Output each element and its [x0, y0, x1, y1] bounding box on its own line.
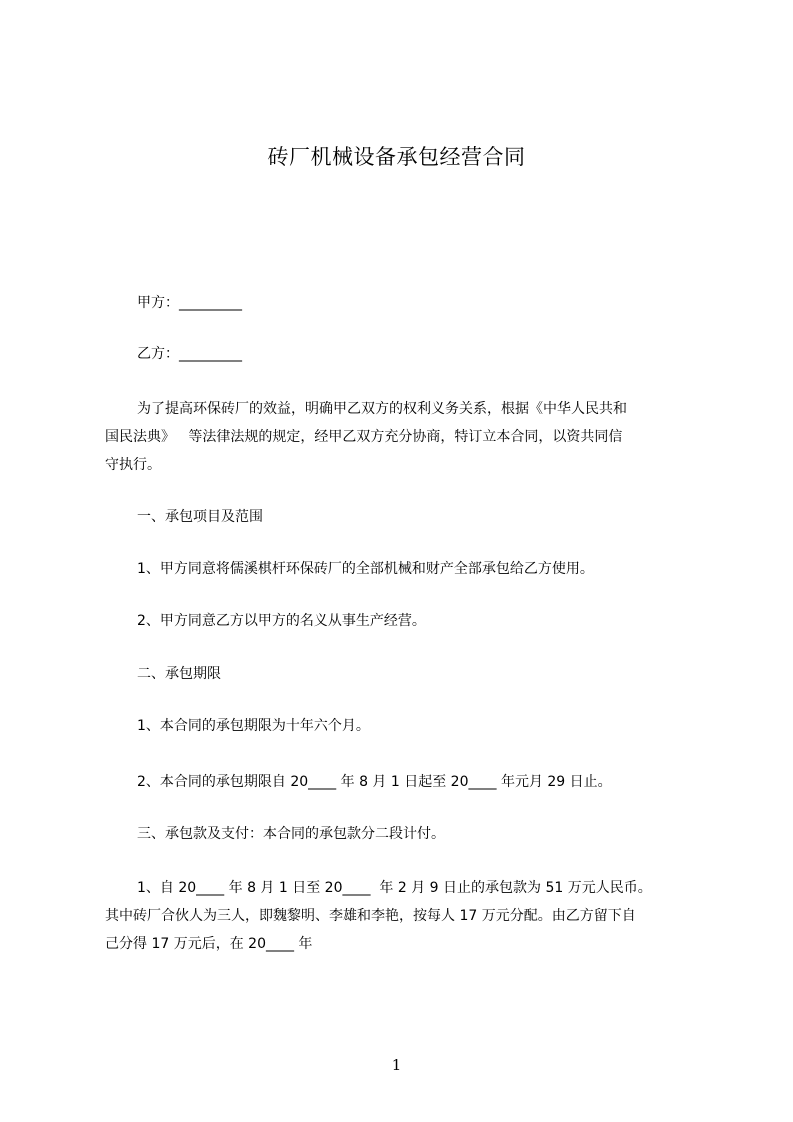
preamble-line-1: 为了提高环保砖厂的效益，明确甲乙双方的权利义务关系，根据《中华人民共和 — [137, 401, 627, 417]
section-1-heading: 一、承包项目及范围 — [137, 509, 263, 525]
clause-2-1: 1、本合同的承包期限为十年六个月。 — [137, 718, 370, 734]
preamble-line-2: 国民法典》 等法律法规的规定，经甲乙双方充分协商，特订立本合同，以资共同信 — [105, 429, 623, 445]
party-b-line: 乙方：_________ — [137, 346, 242, 362]
preamble-line-3: 守执行。 — [105, 457, 161, 473]
clause-1-1: 1、甲方同意将儒溪棋杆环保砖厂的全部机械和财产全部承包给乙方使用。 — [137, 561, 594, 577]
clause-3-1-line-1: 1、自 20____ 年 8 月 1 日至 20____ 年 2 月 9 日止的承包款为 51 万元人民币。 — [137, 880, 652, 896]
page-number: 1 — [391, 1056, 402, 1074]
party-a-line: 甲方：_________ — [137, 295, 242, 311]
section-3-heading: 三、承包款及支付：本合同的承包款分二段计付。 — [137, 826, 445, 842]
clause-1-2: 2、甲方同意乙方以甲方的名义从事生产经营。 — [137, 613, 426, 629]
clause-2-2: 2、本合同的承包期限自 20____ 年 8 月 1 日起至 20____ 年元月 29 日止。 — [137, 774, 612, 790]
section-2-heading: 二、承包期限 — [137, 666, 221, 682]
document-title: 砖厂机械设备承包经营合同 — [267, 145, 526, 169]
clause-3-1-line-2: 其中砖厂合伙人为三人，即魏黎明、李雄和李艳，按每人 17 万元分配。由乙方留下自 — [105, 908, 636, 924]
clause-3-1-line-3: 己分得 17 万元后，在 20____ 年 — [105, 936, 313, 952]
